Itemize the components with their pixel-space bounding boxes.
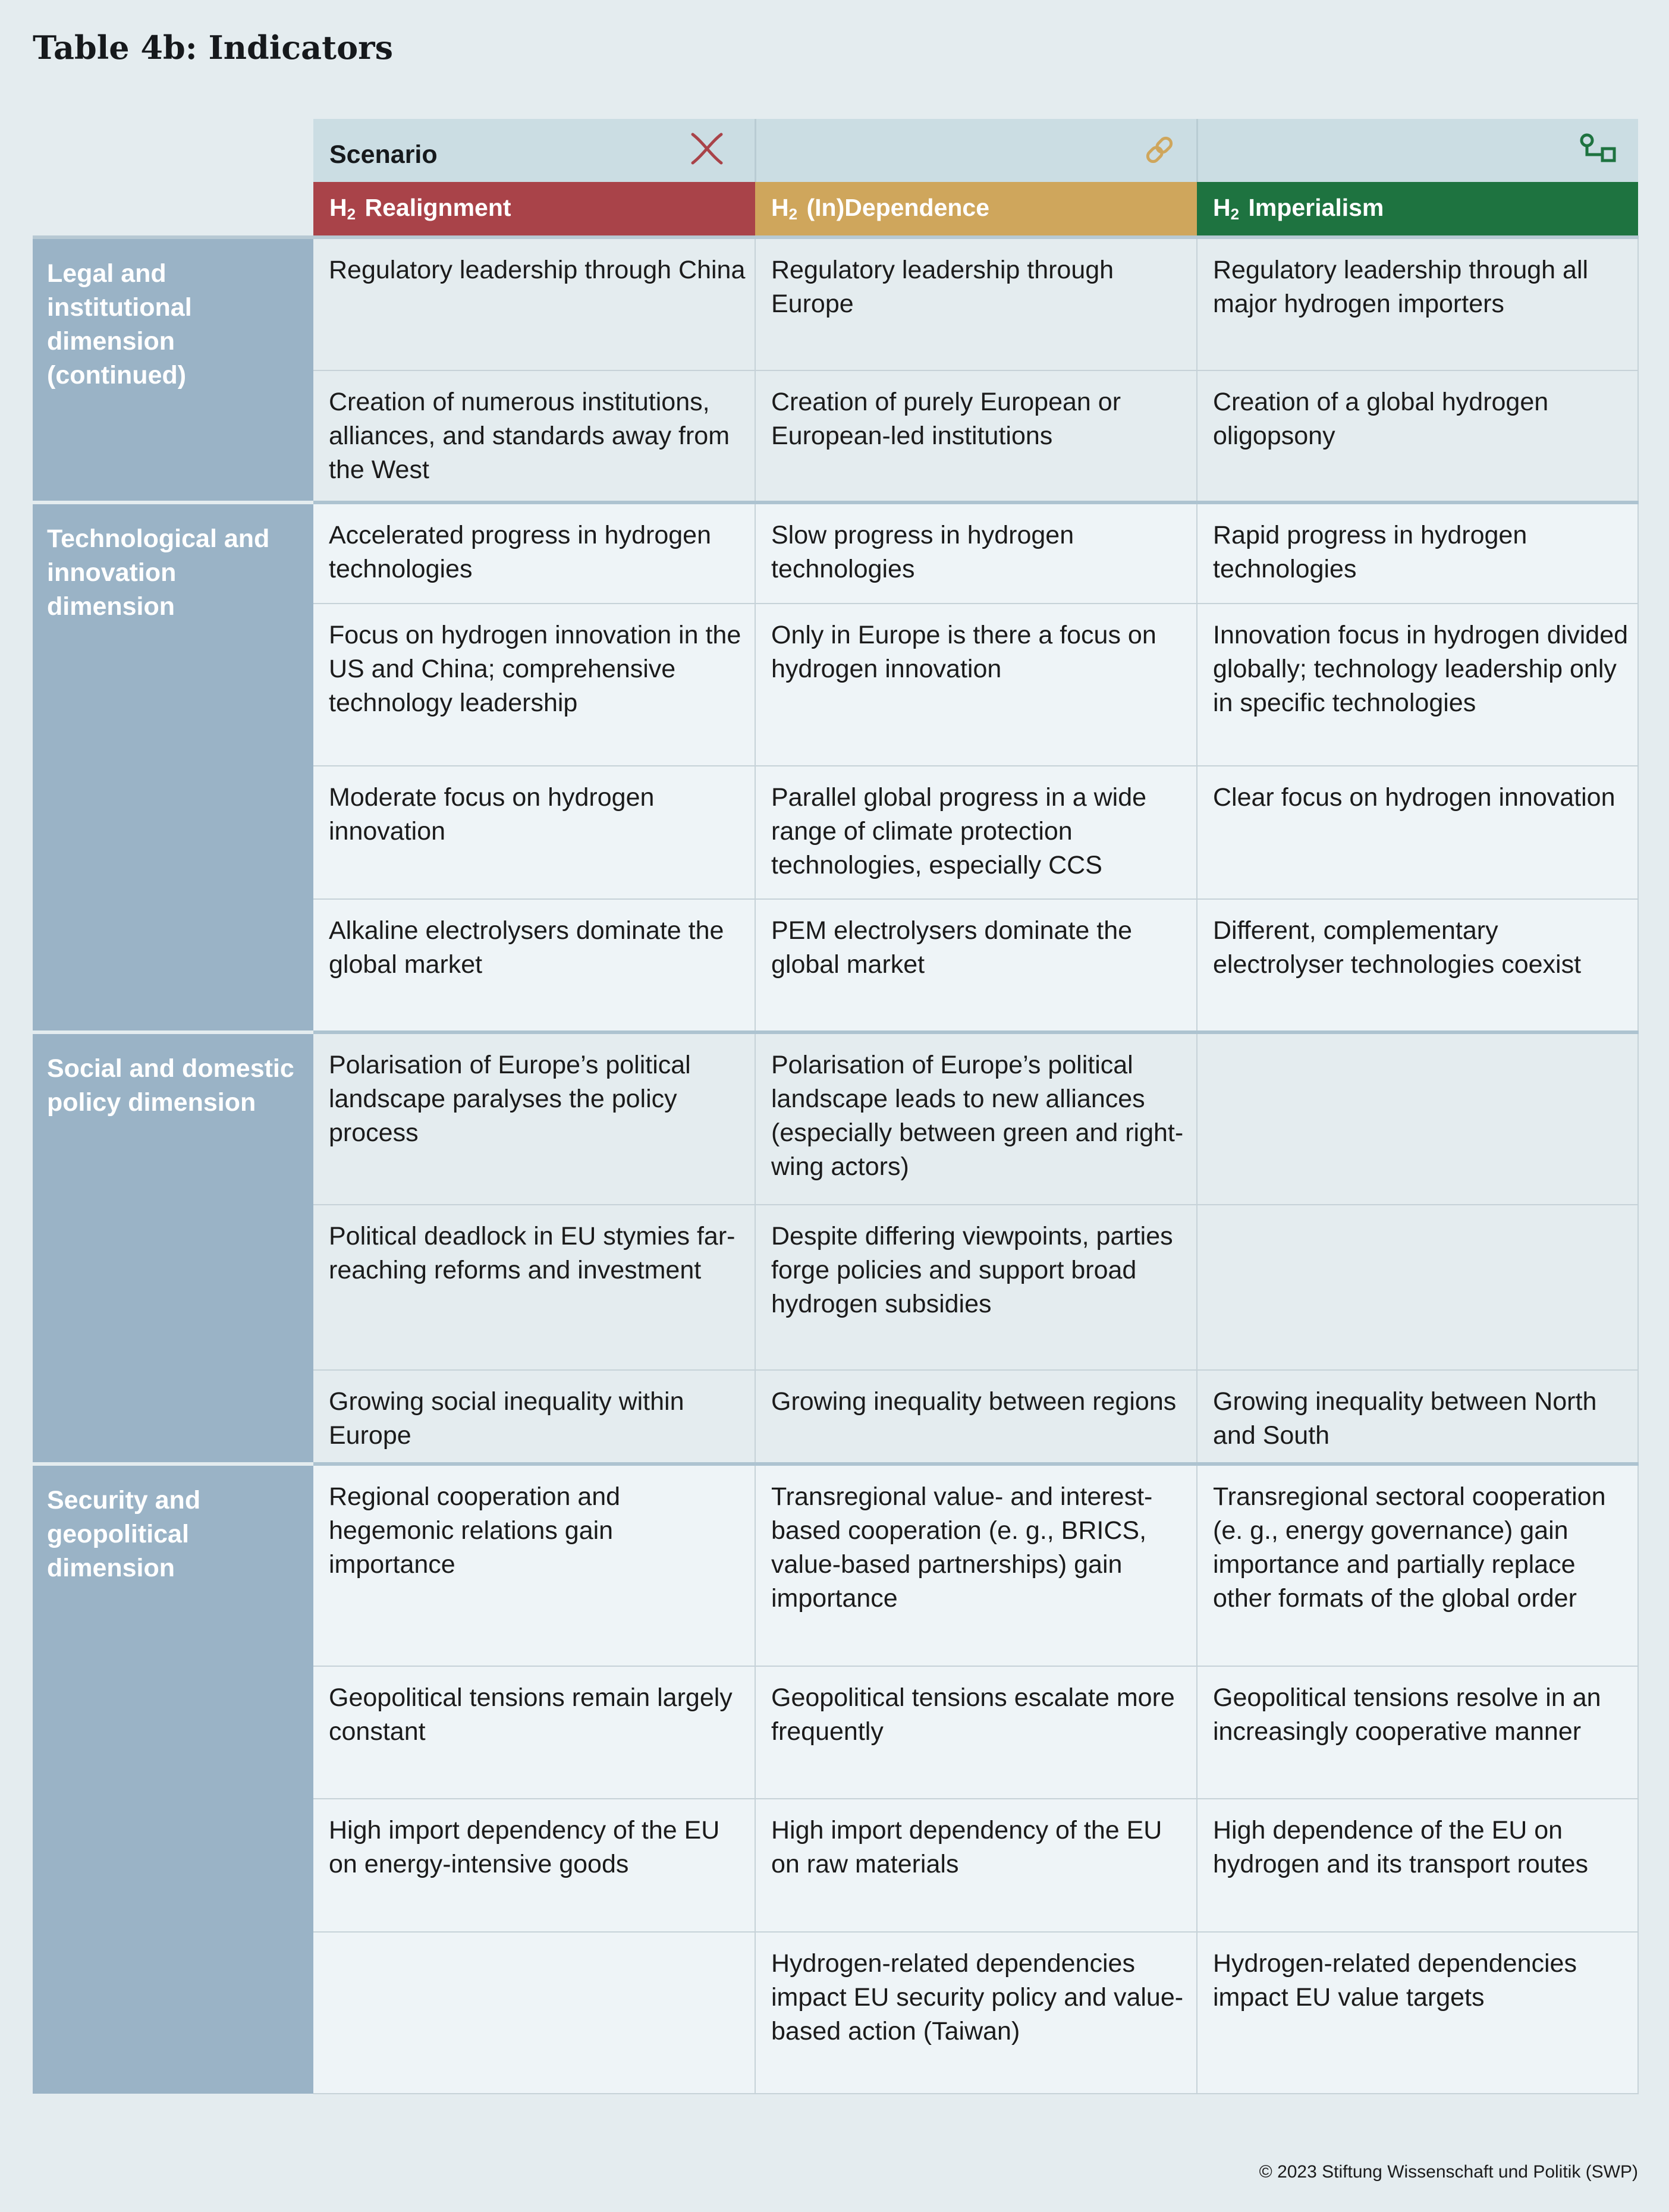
table-cell	[1197, 1032, 1638, 1205]
table-cell: Geopolitical tensions remain largely constant	[313, 1666, 755, 1799]
table-cell: Hydrogen-related dependencies impact EU value targets	[1197, 1932, 1638, 2094]
table-cell: Slow progress in hydrogen technologies	[755, 502, 1197, 604]
header-scenario-cell-2	[755, 119, 1197, 182]
table-cell: Different, complementary electrolyser technologies coexist	[1197, 899, 1638, 1032]
table-cell: Political deadlock in EU stymies far-reaching reforms and investment	[313, 1205, 755, 1370]
scenario-header-imperialism: $H_2$ Imperialism	[1197, 182, 1638, 237]
table-cell: Polarisation of Europe’s political landscape leads to new alliances (especially between green and right-wing actors)	[755, 1032, 1197, 1205]
scenario-header-independence: $H_2$ (In)Dependence	[755, 182, 1197, 237]
table-cell: Despite differing viewpoints, parties forge policies and support broad hydrogen subsidies	[755, 1205, 1197, 1370]
table-cell: PEM electrolysers dominate the global market	[755, 899, 1197, 1032]
table-cell: Accelerated progress in hydrogen technologies	[313, 502, 755, 604]
table-cell: Creation of purely European or European-led institutions	[755, 370, 1197, 502]
page-title: Table 4b: Indicators	[33, 29, 393, 67]
table-cell: Creation of numerous institutions, alliances, and standards away from the West	[313, 370, 755, 502]
table-cell: Moderate focus on hydrogen innovation	[313, 766, 755, 899]
table-cell: Regional cooperation and hegemonic relations gain importance	[313, 1464, 755, 1666]
connected-nodes-icon	[1579, 132, 1618, 168]
table-cell: Alkaline electrolysers dominate the global market	[313, 899, 755, 1032]
scenario-label: Scenario	[329, 140, 438, 169]
table-cell: High import dependency of the EU on raw materials	[755, 1799, 1197, 1932]
table-cell: High import dependency of the EU on energy-intensive goods	[313, 1799, 755, 1932]
header-scenario-cell-3	[1197, 119, 1638, 182]
crossed-lines-icon	[689, 132, 725, 165]
indicators-table	[33, 119, 1639, 2094]
table-cell: Hydrogen-related dependencies impact EU security policy and value-based action (Taiwan)	[755, 1932, 1197, 2094]
table-row	[33, 502, 1638, 604]
table-cell: Rapid progress in hydrogen technologies	[1197, 502, 1638, 604]
copyright-notice: © 2023 Stiftung Wissenschaft und Politik (SWP)	[1259, 2162, 1638, 2182]
header-row-names	[33, 182, 1638, 237]
dimension-label-security: Security and geopolitical dimension	[33, 1464, 313, 2094]
table-cell: Growing social inequality within Europe	[313, 1370, 755, 1464]
table-cell: Creation of a global hydrogen oligopsony	[1197, 370, 1638, 502]
table-cell: Growing inequality between North and South	[1197, 1370, 1638, 1464]
table-cell: Regulatory leadership through all major hydrogen importers	[1197, 237, 1638, 370]
table-cell: Transregional value- and interest-based cooperation (e. g., BRICS, value-based partnerships) gain importance	[755, 1464, 1197, 1666]
table-cell: Geopolitical tensions escalate more frequently	[755, 1666, 1197, 1799]
table-cell: Clear focus on hydrogen innovation	[1197, 766, 1638, 899]
table-cell: Parallel global progress in a wide range of climate protection technologies, especially CCS	[755, 766, 1197, 899]
header-scenario-cell	[313, 119, 755, 182]
chain-link-icon	[1143, 133, 1176, 166]
table-cell: Polarisation of Europe’s political landscape paralyses the policy process	[313, 1032, 755, 1205]
table-cell	[313, 1932, 755, 2094]
header-blank-cell-2	[33, 182, 313, 237]
table-cell: Focus on hydrogen innovation in the US and China; comprehensive technology leadership	[313, 604, 755, 766]
dimension-label-technological: Technological and innovation dimension	[33, 502, 313, 1032]
header-row-scenario	[33, 119, 1638, 182]
table-row	[33, 1464, 1638, 1666]
dimension-label-legal: Legal and institutional dimension (continued)	[33, 237, 313, 502]
table-cell	[1197, 1205, 1638, 1370]
table-cell: Transregional sectoral cooperation (e. g., energy governance) gain importance and partially replace other formats of the global order	[1197, 1464, 1638, 1666]
table-row	[33, 237, 1638, 370]
dimension-label-social: Social and domestic policy dimension	[33, 1032, 313, 1464]
table-cell: Geopolitical tensions resolve in an increasingly cooperative manner	[1197, 1666, 1638, 1799]
scenario-header-realignment: $H_2$ Realignment	[313, 182, 755, 237]
table-row	[33, 1032, 1638, 1205]
header-blank-cell	[33, 119, 313, 182]
table-cell: Innovation focus in hydrogen divided globally; technology leadership only in specific technologies	[1197, 604, 1638, 766]
table-cell: Only in Europe is there a focus on hydrogen innovation	[755, 604, 1197, 766]
table-cell: High dependence of the EU on hydrogen and its transport routes	[1197, 1799, 1638, 1932]
table-cell: Regulatory leadership through China	[313, 237, 755, 370]
table-cell: Growing inequality between regions	[755, 1370, 1197, 1464]
table-cell: Regulatory leadership through Europe	[755, 237, 1197, 370]
